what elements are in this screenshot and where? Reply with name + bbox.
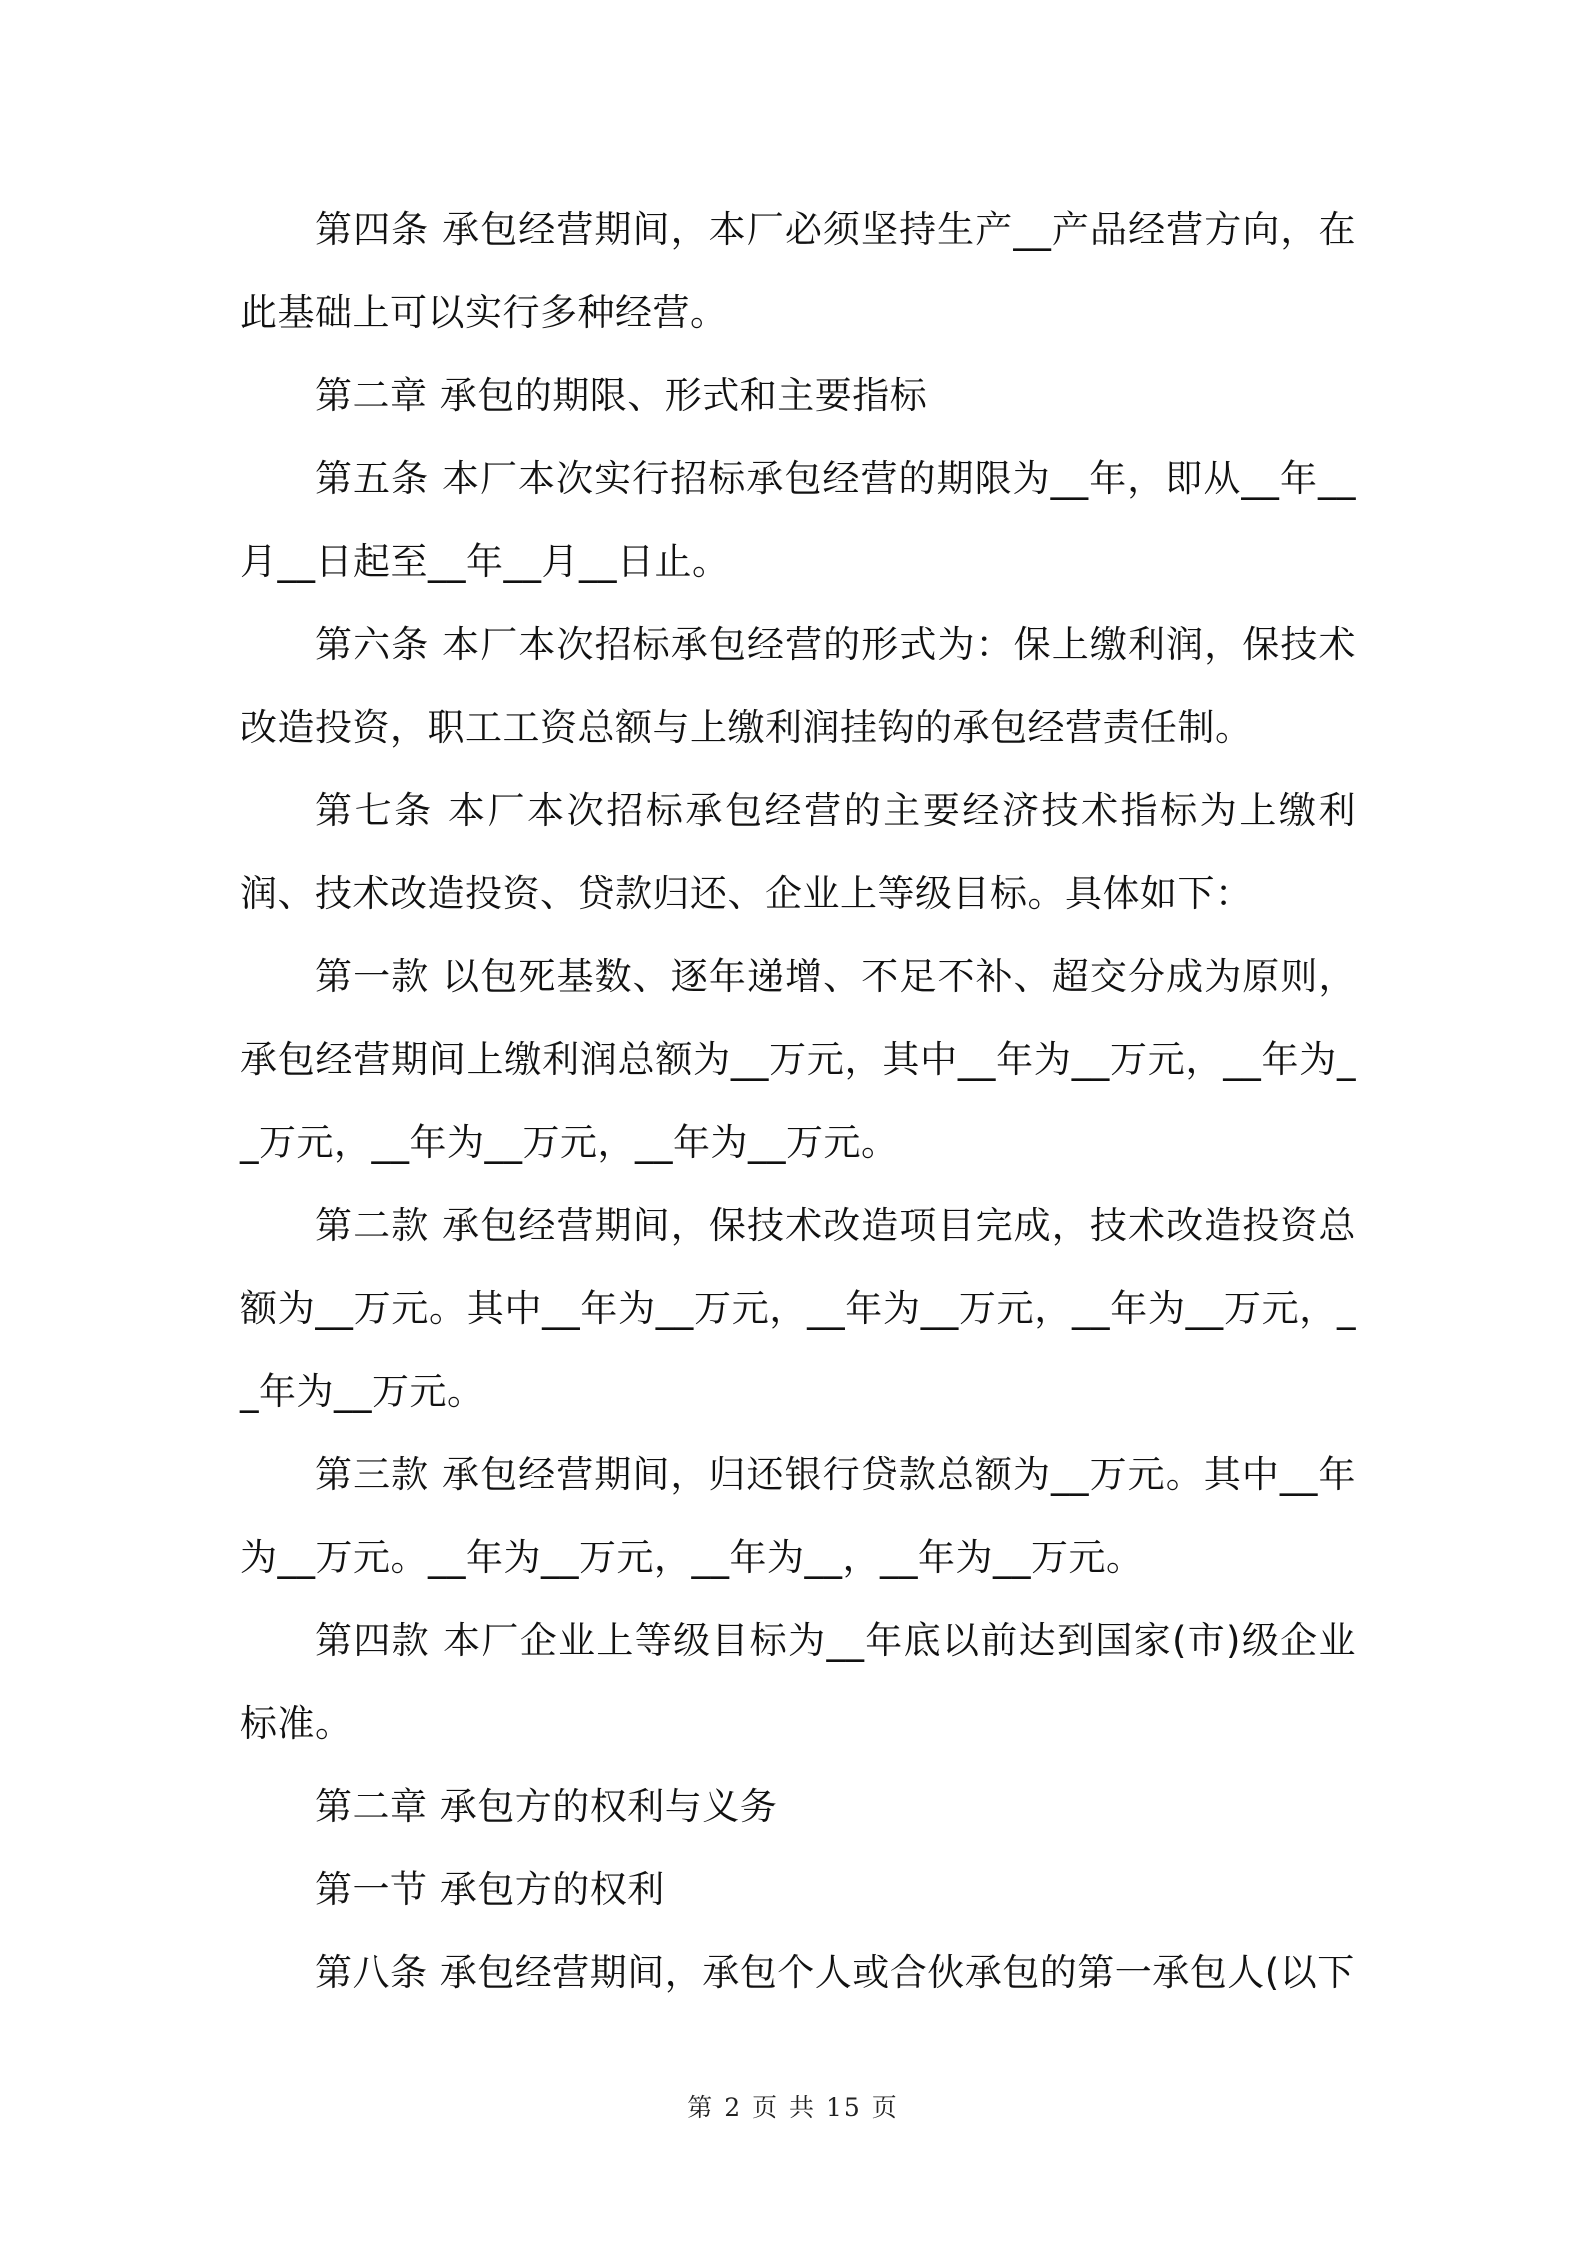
article-4-paragraph: 第四条 承包经营期间，本厂必须坚持生产__产品经营方向，在此基础上可以实行多种经营。 bbox=[240, 208, 1356, 334]
article-8-paragraph: 第八条 承包经营期间，承包个人或合伙承包的第一承包人(以下 bbox=[315, 1951, 1355, 1994]
page-number-footer: 第 2 页 共 15 页 bbox=[687, 2093, 899, 2122]
clause-1-paragraph: 第一款 以包死基数、逐年递增、不足不补、超交分成为原则，承包经营期间上缴利润总额为__万元，其中__年为__万元，__年为__万元，__年为__万元，__年为__万元。 bbox=[240, 955, 1356, 1164]
clause-3-paragraph: 第三款 承包经营期间，归还银行贷款总额为__万元。其中__年为__万元。__年为__万元，__年为__，__年为__万元。 bbox=[240, 1453, 1356, 1579]
clause-2-paragraph: 第二款 承包经营期间，保技术改造项目完成，技术改造投资总额为__万元。其中__年为__万元，__年为__万元，__年为__万元，__年为__万元。 bbox=[240, 1204, 1356, 1413]
clause-4-paragraph: 第四款 本厂企业上等级目标为__年底以前达到国家(市)级企业标准。 bbox=[240, 1619, 1356, 1745]
chapter-2b-heading: 第二章 承包方的权利与义务 bbox=[315, 1785, 778, 1828]
document-body bbox=[240, 188, 1356, 2014]
chapter-2-heading: 第二章 承包的期限、形式和主要指标 bbox=[315, 374, 928, 417]
section-1-heading: 第一节 承包方的权利 bbox=[315, 1868, 665, 1911]
article-7-paragraph: 第七条 本厂本次招标承包经营的主要经济技术指标为上缴利润、技术改造投资、贷款归还、企业上等级目标。具体如下： bbox=[240, 789, 1356, 915]
article-5-paragraph: 第五条 本厂本次实行招标承包经营的期限为__年，即从__年__月__日起至__年__月__日止。 bbox=[240, 457, 1356, 583]
article-6-paragraph: 第六条 本厂本次招标承包经营的形式为：保上缴利润，保技术改造投资，职工工资总额与上缴利润挂钩的承包经营责任制。 bbox=[240, 623, 1356, 749]
